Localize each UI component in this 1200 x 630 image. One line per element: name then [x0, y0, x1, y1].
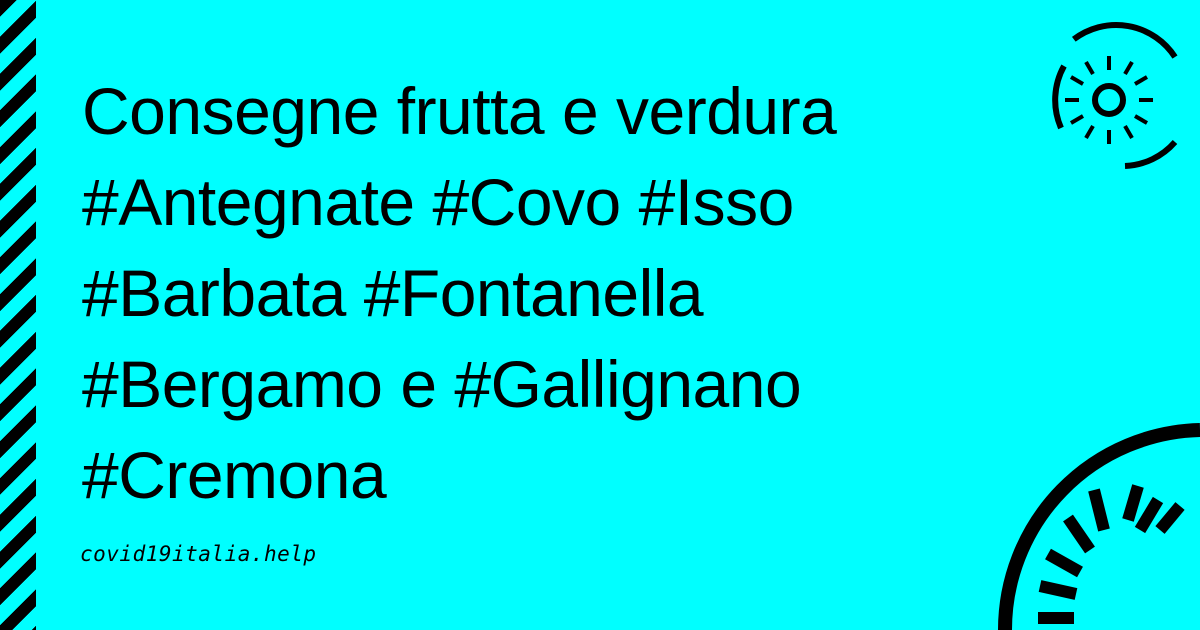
radial-sun-icon: [1025, 12, 1200, 187]
radial-sun-icon: [980, 380, 1200, 630]
site-url: covid19italia.help: [80, 542, 317, 566]
headline-line: #Bergamo e #Gallignano: [82, 347, 802, 421]
headline-line: Consegne frutta e verdura: [82, 74, 837, 148]
striped-border: [0, 0, 36, 630]
headline-line: #Cremona: [82, 438, 387, 512]
headline-line: #Antegnate #Covo #Isso: [82, 165, 794, 239]
headline-line: #Barbata #Fontanella: [82, 256, 704, 330]
headline: [82, 66, 982, 521]
